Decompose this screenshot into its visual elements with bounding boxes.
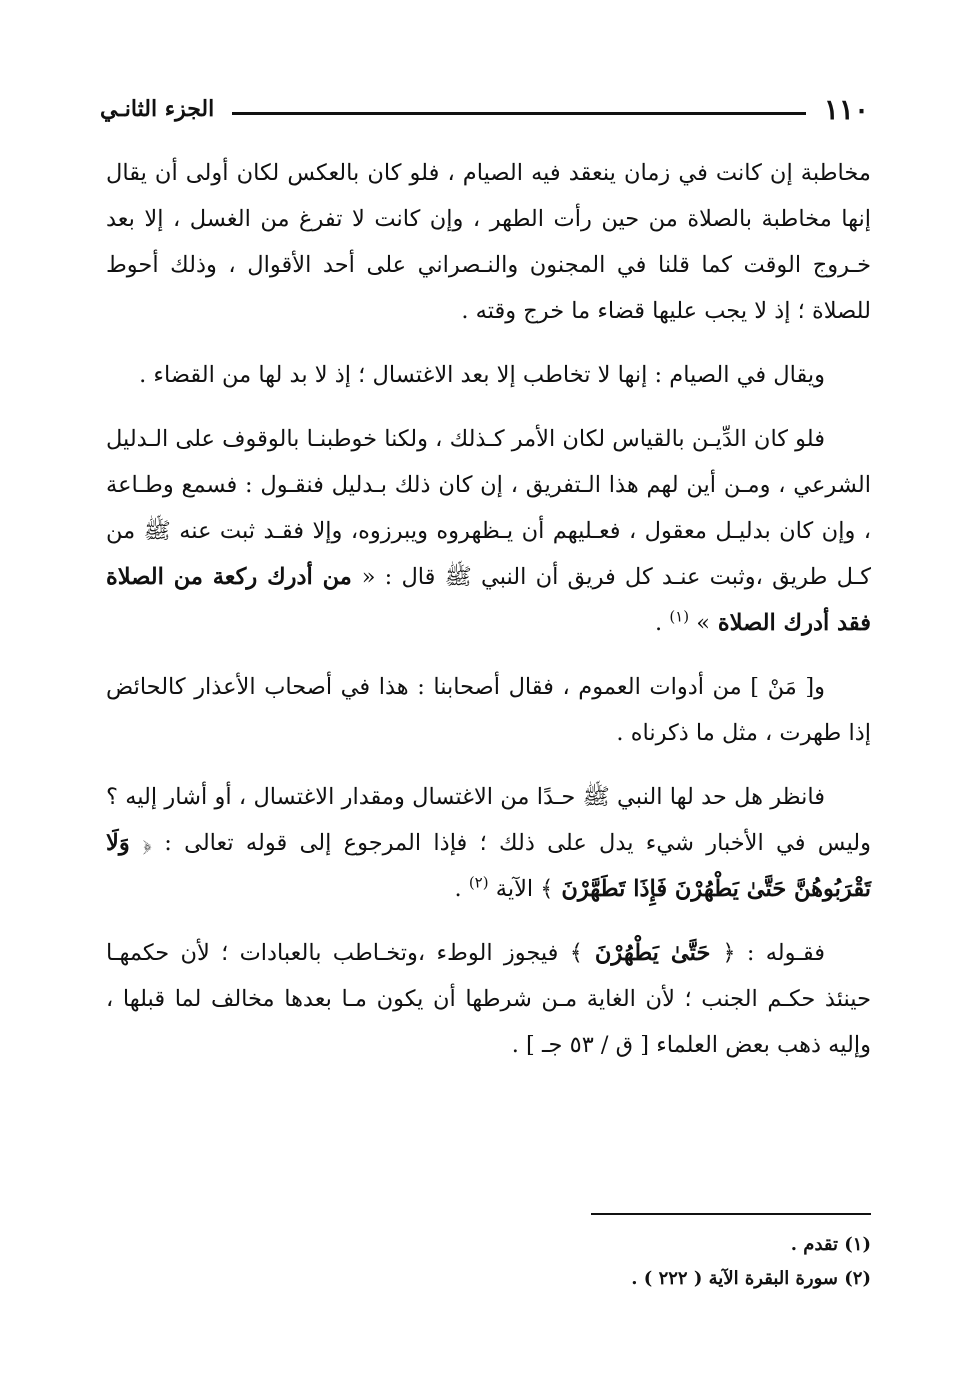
paragraph-2: ويقال في الصيام : إنها لا تخاطب إلا بعد الاغتسال ؛ إذ لا بد لها من القضاء . <box>139 362 825 388</box>
paragraph-4: و[ مَنْ ] من أدوات العموم ، فقال أصحابنا : هذا في أصحاب الأعذار كالحائض إذا طهرت ، مثل ما ذكرناه . <box>106 674 871 746</box>
paragraph-6 <box>106 930 871 1068</box>
footnote-ref-2[interactable]: (٢) <box>468 873 489 892</box>
paragraph-6-text: فقـوله : ﴿ <box>722 940 825 966</box>
running-header <box>100 84 869 134</box>
paragraph-5 <box>106 774 871 912</box>
paragraph-3-end: . <box>655 610 670 636</box>
part-title: الجزء الثانـي <box>100 96 215 122</box>
quran-verse: وَلَا تَقْرَبُوهُنَّ حَتَّىٰ يَطْهُرْنَ فَإِذَا تَطَهَّرْنَ <box>106 830 871 902</box>
paragraph-3 <box>106 416 871 646</box>
quote-close: » <box>696 610 711 636</box>
footnote-1: (١) تقدم . <box>790 1234 871 1255</box>
footnote-2: (٢) سورة البقرة الآية ( ٢٢٢ ) . <box>631 1268 871 1289</box>
main-text <box>106 150 871 1086</box>
footnotes <box>300 1228 871 1296</box>
quran-verse-2: حَتَّىٰ يَطْهُرْنَ <box>582 940 723 966</box>
footnote-rule <box>591 1213 871 1215</box>
paragraph-1: مخاطبة إن كانت في زمان ينعقد فيه الصيام ، فلو كان بالعكس لكان أولى أن يقال إنها مخاطبة بالصلاة من حين رأت الطهر ، وإن كانت لا تفرغ من الغسل ، إلا بعد خـروج الوقت كما قلنا في المجنون والنـصراني على أحد الأقوال ، وذلك أحوط للصلاة ؛ إذ لا يجب عليها قضاء ما خرج وقته . <box>106 160 871 324</box>
paragraph-6-rest: ﴾ فيجوز الوطء ،وتخـاطب بالعبادات ؛ لأن حكمهـا حينئذ حكـم الجنب ؛ لأن الغاية مـن شرطها أن يكون مـا بعدها مخالف لما قبلها ، وإليه ذهب بعض العلماء [ ق / ٥٣ جـ ] . <box>106 940 871 1058</box>
hadith-quote: من أدرك ركعة من الصلاة فقد أدرك الصلاة <box>106 564 871 636</box>
page-number: ١١٠ <box>823 92 869 126</box>
header-rule <box>232 112 806 115</box>
paragraph-3-text: فلو كان الدِّيـن بالقياس لكان الأمر كـذلك ، ولكنا خوطبنـا بالوقوف على الـدليل الشرعي ، ومـن أين لهم هذا الـتفريق ، إن كان ذلك بـدليل فنقـول : فسمع وطـاعة ، وإن كان بدليـل معقول ، فعـليهم أن يـظهروه ويبرزوه، وإلا فقـد ثبت عنه ﷺ من كـل طريق ،وثبت عنـد كل فريق أن النبي ﷺ قال : « <box>106 426 871 590</box>
verse-close: ﴾ الآية <box>495 876 554 902</box>
paragraph-5-end: . <box>454 876 469 902</box>
paragraph-5-text: فانظر هل حد لها النبي ﷺ حـدًا من الاغتسال ومقدار الاغتسال ، أو أشار إليه ؟ وليس في الأخبار شيء يدل على ذلك ؛ فإذا المرجوع إلى قوله تعالى : ﴿ <box>106 784 872 856</box>
footnote-ref-1[interactable]: (١) <box>669 607 690 626</box>
